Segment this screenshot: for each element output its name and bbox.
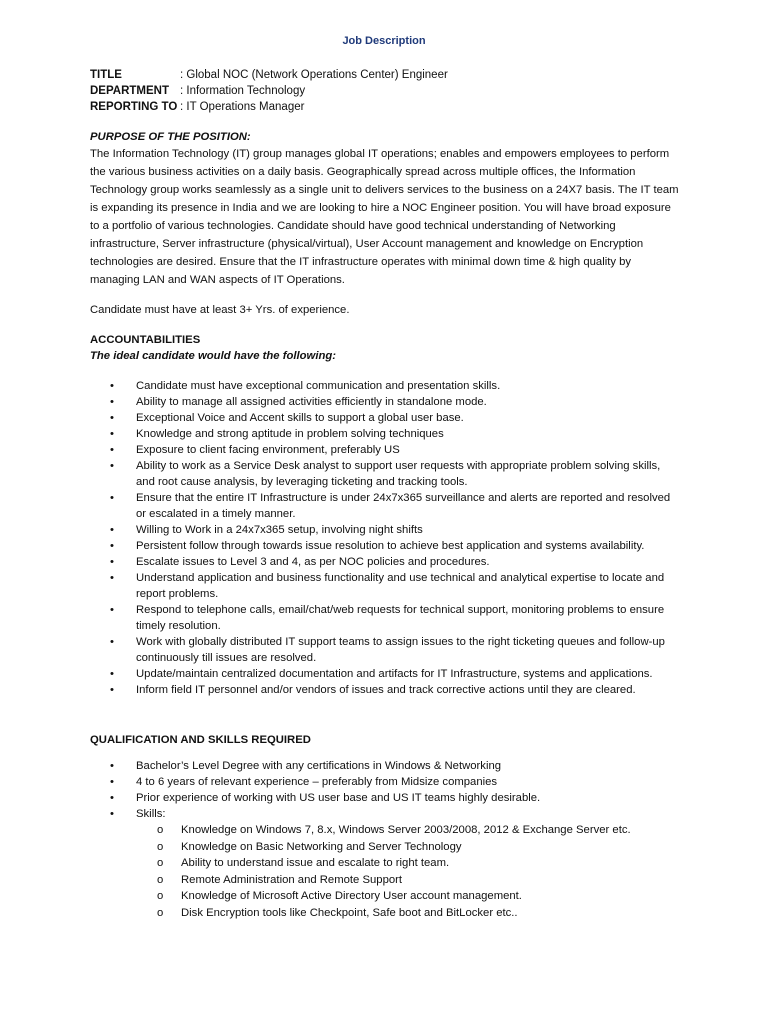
accountability-item <box>90 426 680 442</box>
skill-item-text: Disk Encryption tools like Checkpoint, Safe boot and BitLocker etc.. <box>181 906 518 919</box>
meta-key: TITLE <box>90 69 122 81</box>
skill-item <box>90 822 680 839</box>
accountabilities-list <box>90 378 680 698</box>
sub-bullet-icon: o <box>157 840 164 853</box>
sub-bullet-icon: o <box>157 824 164 836</box>
job-meta-block <box>90 67 448 115</box>
qualification-item <box>90 774 680 790</box>
bullet-icon: • <box>110 776 114 788</box>
bullet-icon: • <box>110 492 114 504</box>
accountability-item <box>90 634 680 666</box>
qualification-item-text: Skills: <box>136 808 166 820</box>
accountability-item-text: Escalate issues to Level 3 and 4, as per NOC policies and procedures. <box>136 556 490 568</box>
bullet-icon: • <box>110 380 114 392</box>
document-body <box>90 129 680 921</box>
accountabilities-subheading: The ideal candidate would have the following: <box>90 350 337 362</box>
sub-bullet-icon: o <box>157 873 164 886</box>
bullet-icon: • <box>110 792 114 804</box>
bullet-icon: • <box>110 636 114 648</box>
accountability-item <box>90 410 680 426</box>
bullet-icon: • <box>110 604 114 616</box>
accountability-item-text: Respond to telephone calls, email/chat/web requests for technical support, monitoring problems to ensure timely resolution. <box>136 604 665 632</box>
meta-row-department <box>90 83 448 99</box>
accountability-item-text: Ability to manage all assigned activities efficiently in standalone mode. <box>136 396 487 408</box>
accountability-item <box>90 570 680 602</box>
bullet-icon: • <box>110 540 114 552</box>
bullet-icon: • <box>110 412 114 424</box>
meta-row-title <box>90 67 448 83</box>
skill-item-text: Knowledge of Microsoft Active Directory User account management. <box>181 890 522 902</box>
document-title: Job Description <box>342 35 426 47</box>
accountability-item <box>90 378 680 394</box>
accountability-item <box>90 442 680 458</box>
bullet-icon: • <box>110 396 114 408</box>
bullet-icon: • <box>110 808 114 820</box>
skill-item <box>90 905 680 922</box>
accountability-item-text: Ensure that the entire IT Infrastructure is under 24x7x365 surveillance and alerts are reported and resolved or escalated in a timely manner. <box>136 492 671 520</box>
bullet-icon: • <box>110 684 114 696</box>
accountability-item <box>90 602 680 634</box>
skill-item <box>90 839 680 856</box>
qualification-item-text: 4 to 6 years of relevant experience – preferably from Midsize companies <box>136 776 498 788</box>
accountability-item <box>90 394 680 410</box>
qualifications-list <box>90 758 680 822</box>
accountability-item <box>90 538 680 554</box>
experience-paragraph: Candidate must have at least 3+ Yrs. of experience. <box>90 304 350 316</box>
accountabilities-heading: ACCOUNTABILITIES <box>90 334 201 346</box>
sub-bullet-icon: o <box>157 906 164 919</box>
meta-key: REPORTING TO <box>90 101 178 113</box>
accountability-item-text: Knowledge and strong aptitude in problem solving techniques <box>136 428 444 440</box>
skill-item-text: Ability to understand issue and escalate to right team. <box>181 857 450 869</box>
accountability-item <box>90 522 680 538</box>
accountability-item <box>90 458 680 490</box>
bullet-icon: • <box>110 524 114 536</box>
accountability-item-text: Persistent follow through towards issue resolution to achieve best application and systems availability. <box>136 540 645 552</box>
skill-item-text: Knowledge on Basic Networking and Server Technology <box>181 840 462 853</box>
bullet-icon: • <box>110 428 114 440</box>
accountability-item-text: Exceptional Voice and Accent skills to support a global user base. <box>136 412 464 424</box>
qualification-item <box>90 806 680 822</box>
qualification-item <box>90 790 680 806</box>
accountability-item <box>90 666 680 682</box>
meta-value: : Global NOC (Network Operations Center) Engineer <box>180 69 448 81</box>
bullet-icon: • <box>110 760 114 772</box>
accountability-item <box>90 682 680 698</box>
skill-item <box>90 855 680 872</box>
accountability-item <box>90 554 680 570</box>
meta-value: : IT Operations Manager <box>180 101 305 113</box>
bullet-icon: • <box>110 556 114 568</box>
meta-key: DEPARTMENT <box>90 85 170 97</box>
accountability-item-text: Candidate must have exceptional communication and presentation skills. <box>136 380 501 392</box>
bullet-icon: • <box>110 572 114 584</box>
sub-bullet-icon: o <box>157 857 164 869</box>
bullet-icon: • <box>110 668 114 680</box>
accountability-item-text: Inform field IT personnel and/or vendors of issues and track corrective actions until they are cleared. <box>136 684 636 696</box>
sub-bullet-icon: o <box>157 890 164 902</box>
accountability-item-text: Update/maintain centralized documentation and artifacts for IT Infrastructure, systems and applications. <box>136 668 653 680</box>
accountability-item-text: Work with globally distributed IT support teams to assign issues to the right ticketing queues and follow-up continuously till issues are resolved. <box>136 636 665 664</box>
qualification-item-text: Bachelor’s Level Degree with any certifications in Windows & Networking <box>136 760 502 772</box>
bullet-icon: • <box>110 460 114 472</box>
skill-item <box>90 888 680 905</box>
skills-list <box>90 822 680 921</box>
bullet-icon: • <box>110 444 114 456</box>
qualifications-heading: QUALIFICATION AND SKILLS REQUIRED <box>90 734 311 746</box>
purpose-heading: PURPOSE OF THE POSITION: <box>90 131 251 143</box>
purpose-paragraph: The Information Technology (IT) group manages global IT operations; enables and empowers employees to perform the various business activities on a daily basis. Geographically spread across multiple offices, the Information Technology group works seamlessly as a single unit to delivers services to the business on a 24X7 basis. The IT team is expanding its presence in India and we are looking to hire a NOC Engineer position. You will have broad exposure to a portfolio of various technologies. Candidate should have good technical understanding of Networking infrastructure, Server infrastructure (physical/virtual), User Account management and knowledge on Encryption technologies are desired. Ensure that the IT infrastructure operates with minimal down time & high quality by managing LAN and WAN aspects of IT Operations. <box>90 148 679 286</box>
accountability-item <box>90 490 680 522</box>
accountability-item-text: Willing to Work in a 24x7x365 setup, involving night shifts <box>136 524 423 536</box>
accountability-item-text: Ability to work as a Service Desk analyst to support user requests with appropriate problem solving skills, and root cause analysis, by leveraging ticketing and tracking tools. <box>136 460 661 488</box>
accountability-item-text: Understand application and business functionality and use technical and analytical expertise to locate and report problems. <box>136 572 665 600</box>
skill-item <box>90 872 680 889</box>
qualification-item-text: Prior experience of working with US user base and US IT teams highly desirable. <box>136 792 541 804</box>
meta-value: : Information Technology <box>180 85 306 97</box>
skill-item-text: Remote Administration and Remote Support <box>181 873 403 886</box>
skill-item-text: Knowledge on Windows 7, 8.x, Windows Server 2003/2008, 2012 & Exchange Server etc. <box>181 824 631 836</box>
accountability-item-text: Exposure to client facing environment, preferably US <box>136 444 400 456</box>
qualification-item <box>90 758 680 774</box>
meta-row-reporting-to <box>90 99 448 115</box>
